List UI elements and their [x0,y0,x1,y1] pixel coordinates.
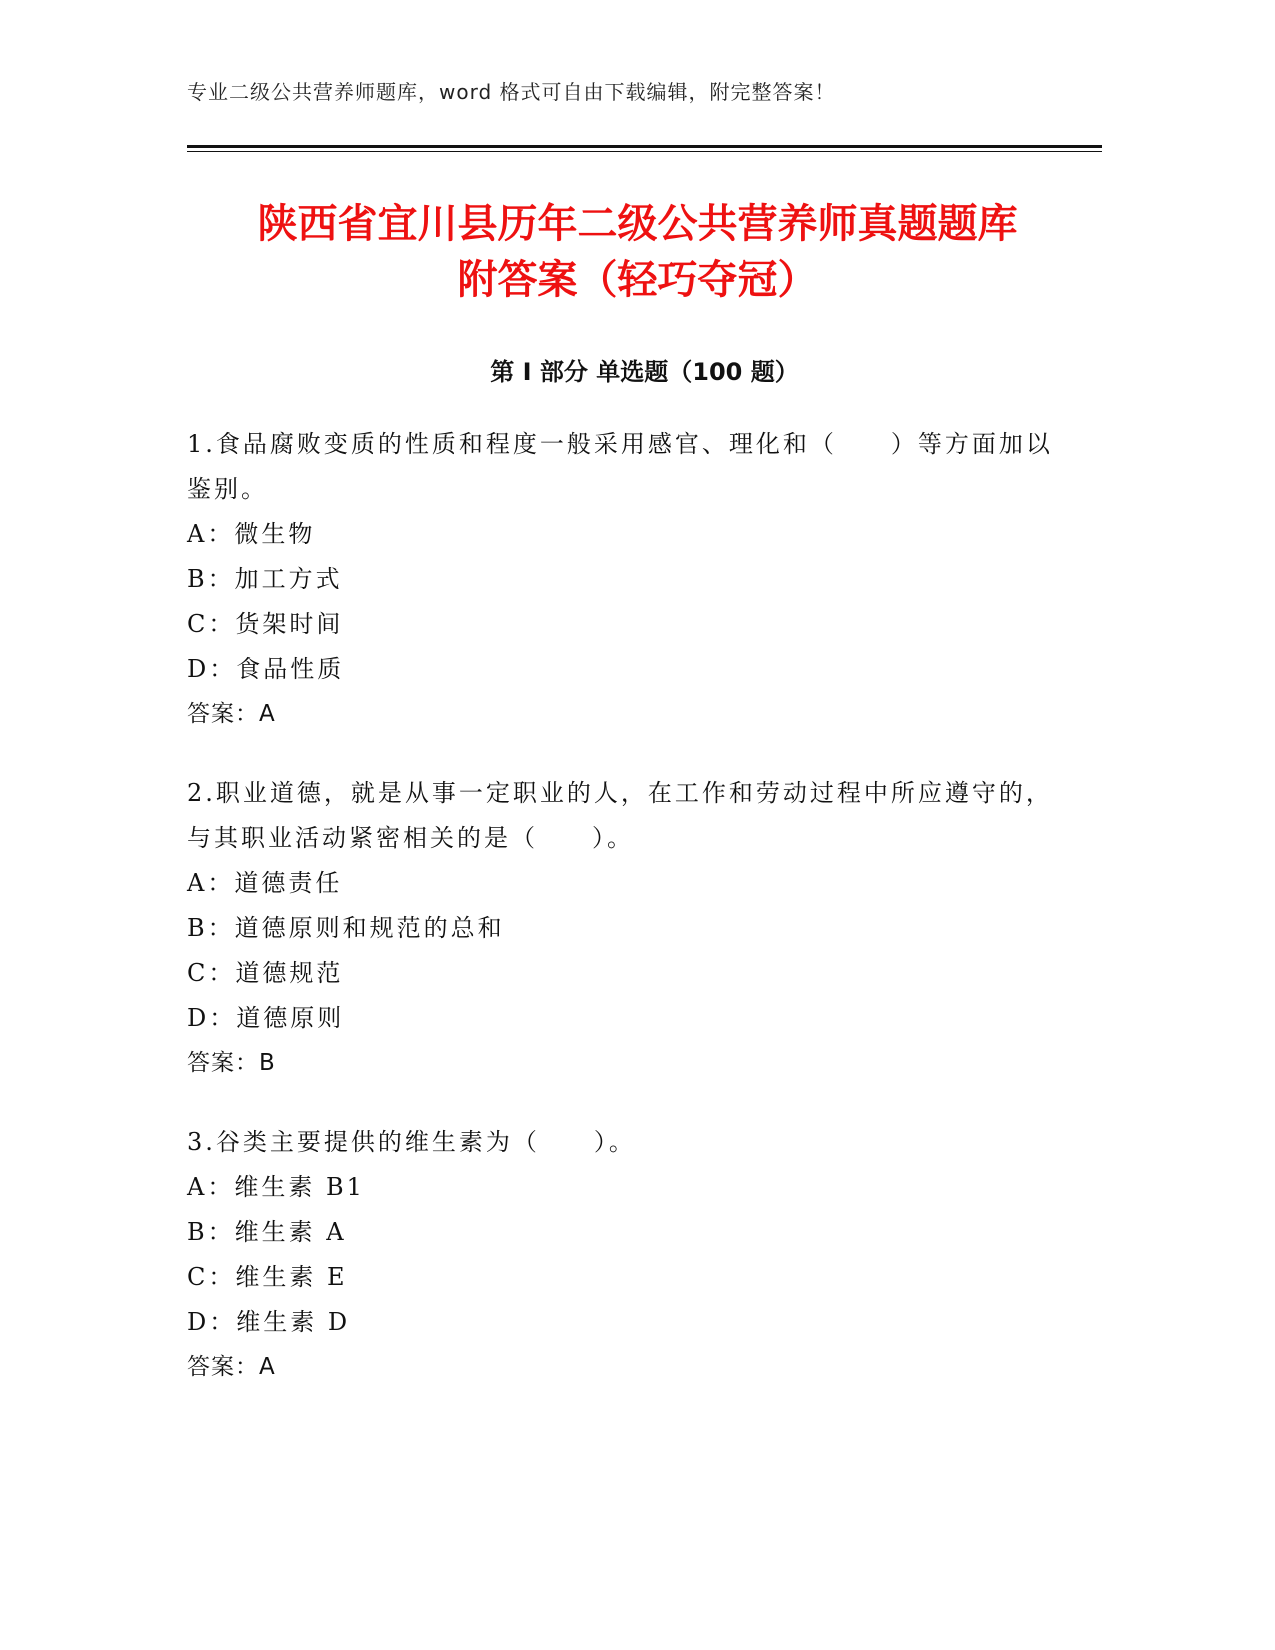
question-option-c: C：道德规范 [187,959,344,987]
question-answer: 答案：A [187,1354,276,1380]
question-option-a: A：维生素 B1 [187,1173,365,1201]
question-option-b: B：道德原则和规范的总和 [187,914,505,942]
document-title-line-1: 陕西省宜川县历年二级公共营养师真题题库 [257,201,1018,247]
question-option-a: A：道德责任 [187,869,343,897]
question-option-c: C：货架时间 [187,610,344,638]
question-option-c: C：维生素 E [187,1263,348,1291]
question-option-d: D：食品性质 [187,655,345,683]
question-option-b: B：维生素 A [187,1218,347,1246]
question-stem: 3.谷类主要提供的维生素为（ ）。 [187,1128,636,1156]
question-stem: 2.职业道德，就是从事一定职业的人，在工作和劳动过程中所应遵守的，与其职业活动紧密相关的是（ ）。 [187,779,1053,852]
question-option-b: B：加工方式 [187,565,343,593]
question-block [187,771,1067,1086]
question-option-d: D：道德原则 [187,1004,345,1032]
document-title-line-2: 附答案（轻巧夺冠） [457,257,818,303]
document-title [150,196,1125,308]
header-note: 专业二级公共营养师题库，word 格式可自由下载编辑，附完整答案！ [187,80,836,104]
header-divider-thin [187,151,1102,152]
question-answer: 答案：B [187,1050,276,1076]
question-block [187,1120,1067,1390]
question-option-d: D：维生素 D [187,1308,351,1336]
section-heading: 第 I 部分 单选题（100 题） [490,358,799,386]
question-answer: 答案：A [187,701,276,727]
question-option-a: A：微生物 [187,520,316,548]
question-block [187,422,1067,737]
question-stem: 1.食品腐败变质的性质和程度一般采用感官、理化和（ ）等方面加以鉴别。 [187,430,1053,503]
header-divider-thick [187,145,1102,148]
